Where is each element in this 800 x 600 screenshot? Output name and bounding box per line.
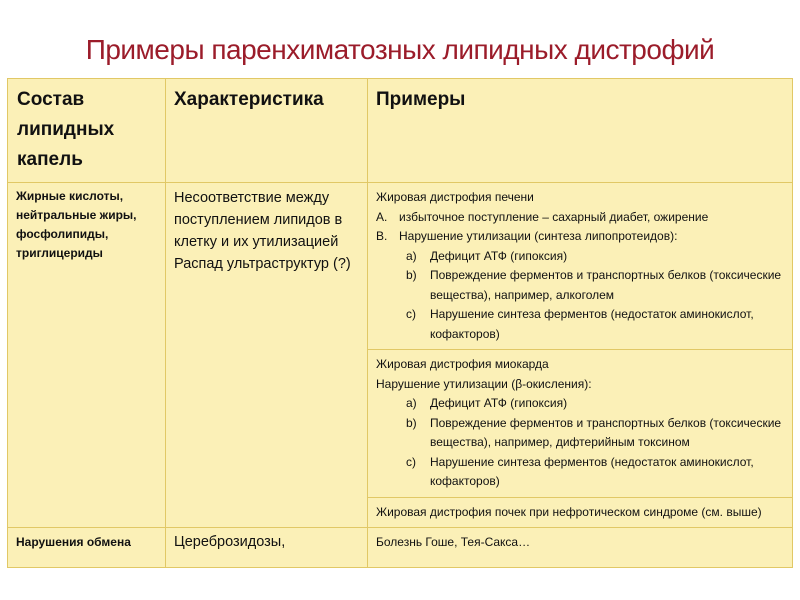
list-item: B. Нарушение утилизации (синтеза липопротеидов): — [376, 229, 678, 243]
header-composition: Состав липидных капель — [8, 79, 166, 183]
list-item: c) Нарушение синтеза ферментов (недостаток аминокислот, кофакторов) — [406, 454, 754, 488]
list-item: A. избыточное поступление – сахарный диабет, ожирение — [376, 209, 709, 224]
characteristic-line: Распад ультраструктур (?) — [174, 256, 351, 272]
list-item: b) Повреждение ферментов и транспортных белков (токсические вещества), например, алкоголем — [406, 268, 782, 302]
characteristic-cell: Цереброзидозы, — [166, 528, 368, 568]
header-examples: Примеры — [368, 79, 793, 183]
liver-title: Жировая дистрофия печени — [376, 190, 534, 204]
characteristic-cell — [166, 183, 368, 528]
composition-cell: Нарушения обмена — [8, 528, 166, 568]
slide-title: Примеры паренхиматозных липидных дистрофий — [85, 34, 715, 65]
list-item: a) Дефицит АТФ (гипоксия) — [406, 248, 568, 263]
liver-examples-cell — [368, 183, 793, 350]
table-row — [8, 183, 793, 350]
characteristic-line: Несоответствие между поступлением липидов в клетку и их утилизацией — [174, 190, 343, 250]
lipid-dystrophy-table — [7, 78, 793, 568]
list-item: c) Нарушение синтеза ферментов (недостаток аминокислот, кофакторов) — [406, 307, 754, 341]
header-characteristic: Характеристика — [166, 79, 368, 183]
header-row — [8, 79, 793, 183]
myocardium-title: Жировая дистрофия миокарда — [376, 357, 549, 371]
myocardium-examples-cell — [368, 350, 793, 498]
examples-cell: Болезнь Гоше, Тея-Сакса… — [368, 528, 793, 568]
kidney-examples-cell: Жировая дистрофия почек при нефротическом синдроме (см. выше) — [368, 497, 793, 528]
list-item: b) Повреждение ферментов и транспортных белков (токсические вещества), например, дифтерийным токсином — [406, 415, 782, 449]
list-item: a) Дефицит АТФ (гипоксия) — [406, 396, 568, 410]
table-row — [8, 528, 793, 568]
myocardium-subtitle: Нарушение утилизации (β-окисления): — [376, 376, 592, 391]
composition-cell: Жирные кислоты, нейтральные жиры, фосфолипиды, триглицериды — [8, 183, 166, 528]
